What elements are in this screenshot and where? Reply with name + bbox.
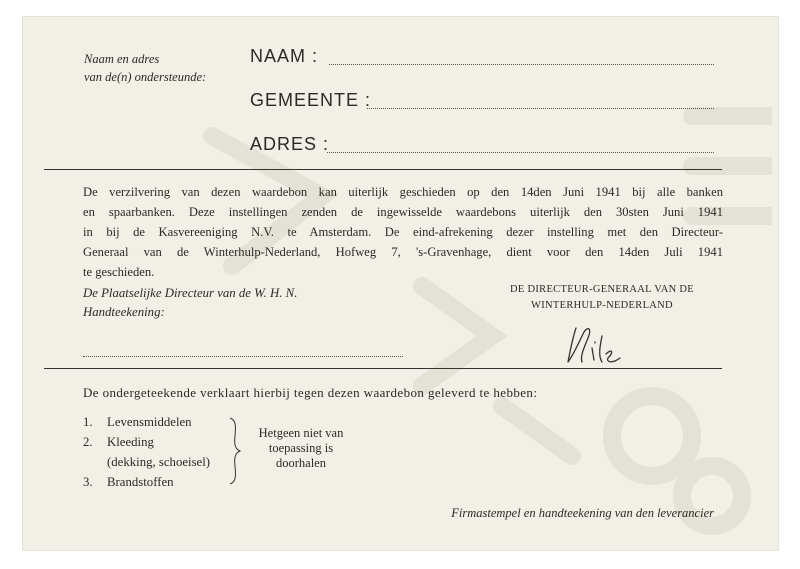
naam-label: NAAM : <box>250 46 319 66</box>
terms-line-2: en spaarbanken. Deze instellingen zenden de ingewisselde waardebons uiterlijk den 30sten Juni 1941 <box>83 205 723 219</box>
local-director-block <box>83 284 297 322</box>
gemeente-field[interactable] <box>367 108 714 109</box>
goods-item-2: 2. Kleeding <box>83 435 154 449</box>
curly-brace <box>227 416 241 486</box>
strike-out-note <box>246 426 356 471</box>
adres-field[interactable] <box>327 152 714 153</box>
adres-label: ADRES : <box>250 134 330 154</box>
note-line-1: Hetgeen niet van <box>258 426 344 440</box>
supplier-stamp-label: Firmastempel en handteekening van den leverancier <box>451 506 714 520</box>
voucher-card <box>22 16 779 551</box>
goods-list <box>83 412 210 492</box>
declaration-statement: De ondergeteekende verklaart hierbij tegen dezen waardebon geleverd te hebben: <box>83 385 538 400</box>
local-director-signature-line[interactable] <box>83 356 403 357</box>
terms-line-5: te geschieden. <box>83 265 155 279</box>
note-line-3: doorhalen <box>276 456 326 470</box>
recipient-label-line-2: van de(n) ondersteunde: <box>84 70 207 84</box>
terms-line-3: in bij de Kasvereeniging N.V. te Amsterdam. De eind-afrekening dezer instelling met den Directeur- <box>83 225 723 239</box>
divider-top <box>44 169 722 170</box>
local-director-signature-label: Handteekening: <box>83 305 165 319</box>
director-general-line-1: DE DIRECTEUR-GENERAAL VAN DE <box>509 284 695 295</box>
director-general-line-2: WINTERHULP-NEDERLAND <box>531 300 673 311</box>
naam-field[interactable] <box>329 64 714 65</box>
terms-paragraph <box>83 182 723 282</box>
director-general-block <box>477 282 727 314</box>
gemeente-label: GEMEENTE : <box>250 90 372 110</box>
goods-item-2-detail: (dekking, schoeisel) <box>107 455 211 469</box>
goods-item-3: 3. Brandstoffen <box>83 475 174 489</box>
local-director-title: De Plaatselijke Directeur van de W. H. N. <box>83 286 298 300</box>
terms-line-1: De verzilvering van dezen waardebon kan uiterlijk geschieden op den 14den Juni 1941 bij alle banken <box>83 185 723 199</box>
terms-line-4: Generaal van de Winterhulp-Nederland, Hofweg 7, 's-Gravenhage, dient voor den 14den Juli 1941 <box>83 245 723 259</box>
goods-item-1: 1. Levensmiddelen <box>83 415 192 429</box>
note-line-2: toepassing is <box>268 441 334 455</box>
divider-bottom <box>44 368 722 369</box>
recipient-label-line-1: Naam en adres <box>84 52 160 66</box>
director-handwritten-signature <box>562 318 632 368</box>
recipient-label <box>84 50 206 86</box>
